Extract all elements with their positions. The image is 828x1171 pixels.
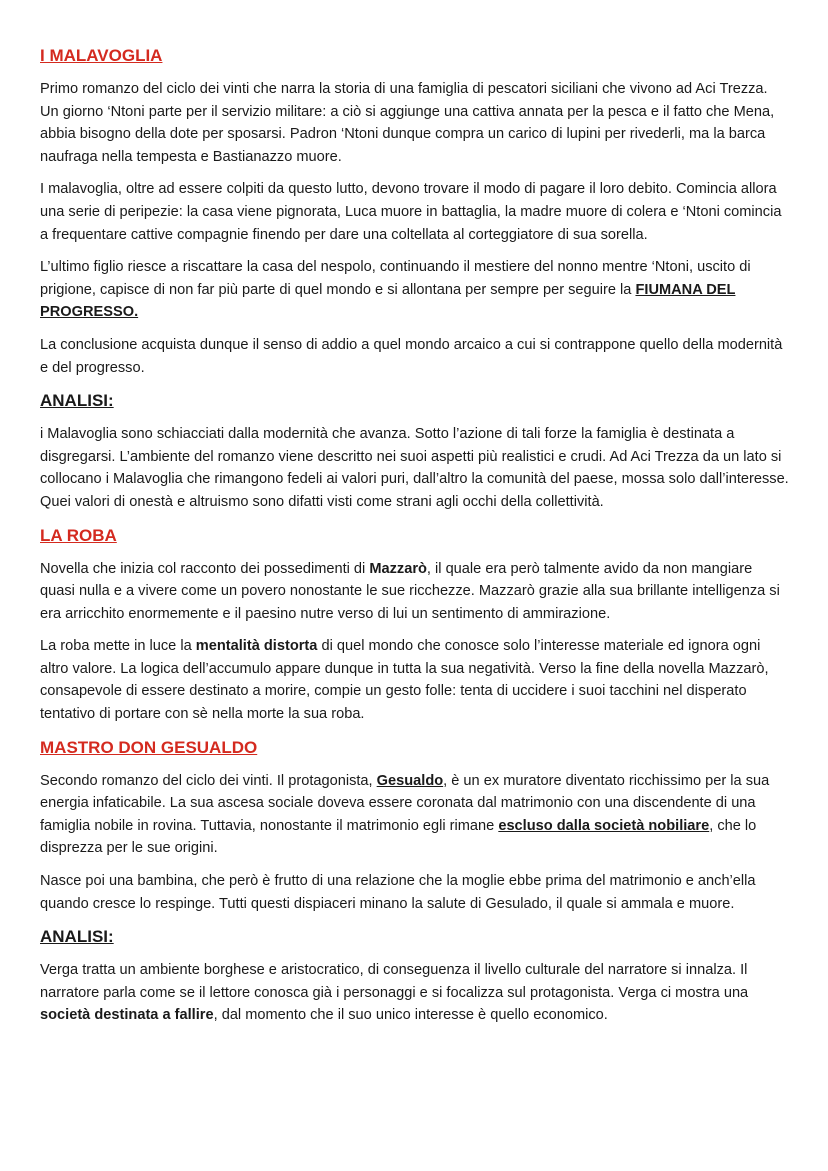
analisi-2-paragraph — [40, 959, 790, 1027]
malavoglia-paragraph-1: Primo romanzo del ciclo dei vinti che narra la storia di una famiglia di pescatori siciliani che vivono ad Aci Trezza. Un giorno ‘Ntoni parte per il servizio militare: a ciò si aggiunge una cattiva annata per la pesca e il fatto che Mena, abbia bisogno della dote per sposarsi. Padron ‘Ntoni dunque compra un carico di lupini per rivederli, ma la barca naufraga nella tempesta e Bastianazzo muore. — [40, 81, 775, 165]
malavoglia-paragraph-3 — [40, 256, 790, 324]
roba-paragraph-2 — [40, 635, 790, 725]
mazzaro-emphasis: Mazzarò — [369, 560, 427, 577]
heading-mastro-don-gesualdo: MASTRO DON GESUALDO — [40, 737, 258, 757]
gesualdo-paragraph-2: Nasce poi una bambina, che però è frutto di una relazione che la moglie ebbe prima del matrimonio e anch’ella quando cresce lo respinge. Tutti questi dispiaceri minano la salute di Gesulado, il quale si ammala e muore. — [40, 873, 756, 912]
document-page — [40, 44, 790, 1037]
mentalita-distorta-emphasis: mentalità distorta — [195, 638, 318, 655]
gesualdo-p1-pre: Secondo romanzo del ciclo dei vinti. Il protagonista, — [40, 772, 377, 789]
gesualdo-emphasis: Gesualdo — [376, 772, 444, 789]
societa-destinata-emphasis: società destinata a fallire — [40, 1007, 214, 1024]
malavoglia-paragraph-2: I malavoglia, oltre ad essere colpiti da questo lutto, devono trovare il modo di pagare il loro debito. Comincia allora una serie di peripezie: la casa viene pignorata, Luca muore in battaglia, la madre muore di colera e ‘Ntoni comincia a frequentare cattive compagnie finendo per dare una coltellata al corteggiatore di sua sorella. — [40, 181, 782, 243]
malavoglia-p3-text: L’ultimo figlio riesce a riscattare la casa del nespolo, continuando il mestiere del nonno mentre ‘Ntoni, uscito di prigione, capisce di non far più parte di quel mondo e si allontana per sempre per seguire la — [40, 259, 751, 298]
roba-paragraph-1 — [40, 558, 790, 626]
heading-analisi-2: ANALISI: — [40, 927, 114, 947]
analisi-2-post: , dal momento che il suo unico interesse è quello economico. — [213, 1007, 608, 1024]
heading-analisi-1: ANALISI: — [40, 391, 114, 411]
gesualdo-paragraph-1 — [40, 770, 790, 860]
roba-p1-post: , il quale era però talmente avido da non mangiare quasi nulla e a vivere come un povero nonostante le sue ricchezze. Mazzarò grazie alla sua brillante intelligenza si era arricchito enormemente e il paesino nutre verso di lui un sentimento di ammirazione. — [40, 560, 780, 622]
analisi-2-pre: Verga tratta un ambiente borghese e aristocratico, di conseguenza il livello culturale del narratore si innalza. Il narratore parla come se il lettore conosca già i personaggi e si focalizza sul protagonista. Verga ci mostra una — [40, 962, 749, 1001]
gesualdo-p1-mid: , è un ex muratore diventato ricchissimo per la sua energia infaticabile. La sua ascesa sociale doveva essere coronata dal matrimonio con una discendente di una famiglia nobile in rovina. Tuttavia, nonostante il matrimonio egli rimane — [40, 772, 770, 834]
roba-p2-pre: La roba mette in luce la — [40, 638, 196, 655]
roba-p1-pre: Novella che inizia col racconto dei possedimenti di — [40, 560, 370, 577]
heading-la-roba: LA ROBA — [40, 525, 117, 545]
heading-malavoglia: I MALAVOGLIA — [40, 46, 163, 65]
roba-p2-post: di quel mondo che conosce solo l’interesse materiale ed ignora ogni altro valore. La logica dell’accumulo appare dunque in tutta la sua negatività. Verso la fine della novella Mazzarò, consapevole di essere destinato a morire, compie un gesto folle: tenta di uccidere i suoi tacchini nel disperato tentativo di portare con sè nella morte la sua roba. — [40, 638, 769, 723]
analisi-1-paragraph: i Malavoglia sono schiacciati dalla modernità che avanza. Sotto l’azione di tali forze la famiglia è destinata a disgregarsi. L’ambiente del romanzo viene descritto nei suoi aspetti più realistici e crudi. Ad Aci Trezza da un lato si collocano i Malavoglia che rimangono fedeli ai valori puri, dall’altro la comunità del paese, mossa solo dall’interesse. Quei valori di onestà e altruismo sono difatti visti come strani agli occhi della collettività. — [40, 426, 789, 510]
malavoglia-paragraph-4: La conclusione acquista dunque il senso di addio a quel mondo arcaico a cui si contrappone quello della modernità e del progresso. — [40, 336, 783, 376]
fiumana-del-progresso-emphasis: FIUMANA DEL PROGRESSO. — [40, 281, 736, 321]
gesualdo-p1-post: , che lo disprezza per le sue origini. — [40, 817, 757, 857]
escluso-emphasis: escluso dalla società nobiliare — [498, 817, 710, 834]
